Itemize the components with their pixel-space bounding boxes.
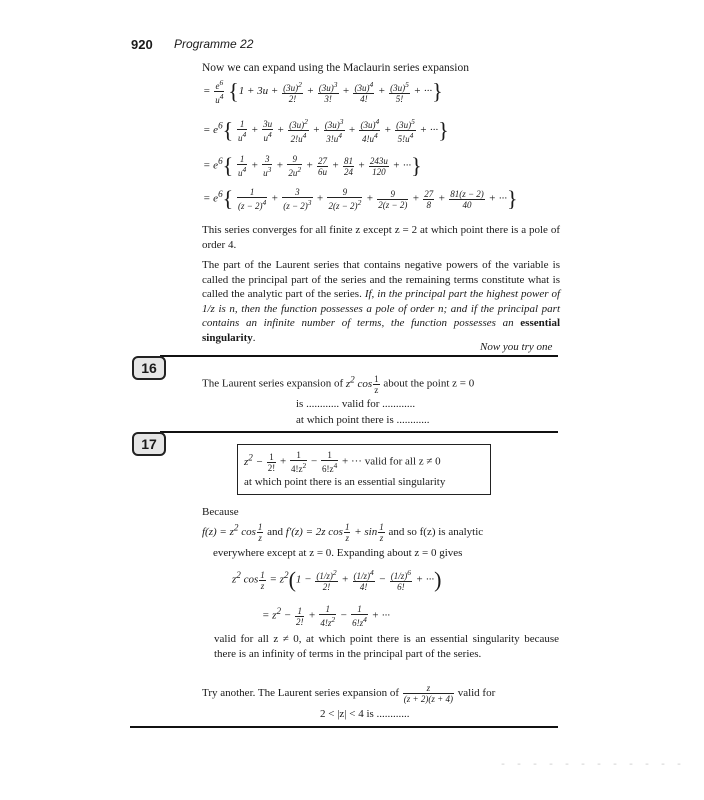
equation-line-2: = $e^6${ $\frac{1}{u^4}$ + $\frac{3u}{u^4}$ + $\frac{(3u)^2}{2!u^4}$ + $\frac{(3u)^3}{3!u^4}$ + $\frac{(3u)^4}{4!u^4}$ + $\frac{(3u)^5}{5!u^4}$ + ···}: [203, 117, 449, 144]
convergence-text: This series converges for all finite z except z = 2 at which point there is a pole of order 4.: [202, 224, 560, 251]
expansion-line-1: $z^2$ cos $\frac{1}{z}$ = $z^2(1$ − $\frac{(1/z)^2}{2!}$ + $\frac{(1/z)^4}{4!}$ − $\frac{(1/z)^6}{6!}$ + ···): [232, 567, 442, 592]
frame-divider-17: [160, 431, 558, 433]
principal-part-paragraph: The part of the Laurent series that contains negative powers of the variable is called the principal part of the series and the remaining terms constitute what is called the analytic part of the series. If, in the principal part the highest power of 1/z is n, then the function possesses a pole of order n; and if the principal part contains an infinite number of terms, the function possesses an essential singularity.: [202, 259, 561, 344]
frame-divider-16: [160, 355, 558, 357]
expansion-line-2: = $z^2$ − $\frac{1}{2!}$ + $\frac{1}{4!z^2}$ − $\frac{1}{6!z^4}$ + ···: [262, 604, 391, 628]
frame-16-blank-1: is ............ valid for ............: [296, 398, 416, 410]
intro-text: Now we can expand using the Maclaurin series expansion: [202, 62, 469, 74]
expanding-text: everywhere except at z = 0. Expanding about z = 0 gives: [213, 547, 463, 559]
equation-line-1: = $\frac{e^6}{u^4}$ {1 + 3u + $\frac{(3u)^2}{2!}$ + $\frac{(3u)^3}{3!}$ + $\frac{(3u)^4}{4!}$ + $\frac{(3u)^5}{5!}$ + ···}: [203, 78, 443, 105]
page-number: 920: [131, 37, 153, 52]
range-blank: 2 < |z| < 4 is ............: [320, 708, 410, 720]
try-another-question: Try another. The Laurent series expansion of $\frac{z}{(z + 2)(z + 4)}$ valid for: [202, 683, 496, 704]
frame-16-blank-2: at which point there is ............: [296, 414, 430, 426]
answer-singularity: at which point there is an essential singularity: [244, 476, 446, 489]
bottom-rule: [130, 726, 558, 728]
frame-17-badge: 17: [132, 432, 166, 456]
equation-line-4: = $e^6${ $\frac{1}{(z - 2)^4}$ + $\frac{3}{(z - 2)^3}$ + $\frac{9}{2(z - 2)^2}$ + $\frac{9}{2(z - 2)}$ + $\frac{27}{8}$ + $\frac{81(z - 2)}{40}$ + ···}: [203, 186, 518, 211]
answer-series: $z^2$ − $\frac{1}{2!}$ + $\frac{1}{4!z^2}$ − $\frac{1}{6!z^4}$ + ··· valid for all z ≠ 0: [244, 450, 441, 475]
answer-box: [237, 444, 491, 495]
faint-footer-dashes: - - - - - - - - - - - -: [500, 760, 685, 771]
because-label: Because: [202, 506, 239, 518]
frame-16-badge: 16: [132, 356, 166, 380]
derivative-line: $f(z) = z^2$ cos $\frac{1}{z}$ and f′(z) = 2z cos $\frac{1}{z}$ + sin $\frac{1}{z}$ and so f(z) is analytic: [202, 522, 484, 543]
equation-line-3: = $e^6${ $\frac{1}{u^4}$ + $\frac{3}{u^3}$ + $\frac{9}{2u^2}$ + $\frac{27}{6u}$ + $\frac{81}{24}$ + $\frac{243u}{120}$ + ···}: [203, 153, 422, 178]
singularity-explanation: valid for all z ≠ 0, at which point there is an essential singularity because there is an infinity of terms in the principal part of the series.: [214, 633, 559, 660]
frame-16-question: The Laurent series expansion of $z^2$ cos $\frac{1}{z}$ about the point z = 0: [202, 373, 475, 395]
try-one-prompt: Now you try one: [480, 341, 553, 353]
programme-title: Programme 22: [174, 37, 254, 51]
